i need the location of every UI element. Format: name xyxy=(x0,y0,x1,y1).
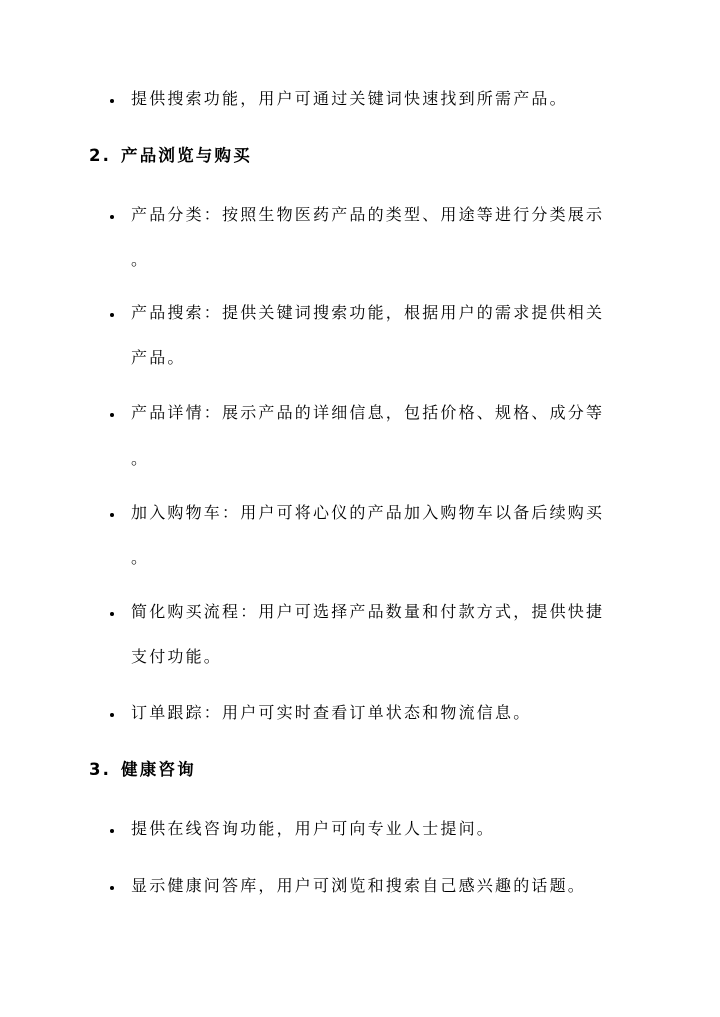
bullet-text: 产品详情：展示产品的详细信息，包括价格、规格、成分等 xyxy=(131,403,605,422)
bullet-text: 产品分类：按照生物医药产品的类型、用途等进行分类展示 xyxy=(131,205,605,224)
bullet-dot xyxy=(110,829,114,833)
bullet-text: 简化购买流程：用户可选择产品数量和付款方式，提供快捷 xyxy=(131,602,605,621)
bullet-text-continued: 支付功能。 xyxy=(131,647,223,666)
bullet-text-continued: 。 xyxy=(131,449,150,468)
bullet-dot xyxy=(110,513,114,517)
section-title: 健康咨询 xyxy=(121,760,196,779)
section-heading-3 xyxy=(89,760,196,780)
bullet-dot xyxy=(110,215,114,219)
bullet-dot xyxy=(110,313,114,317)
section-number: 3. xyxy=(89,760,112,779)
bullet-text-continued: 。 xyxy=(131,250,150,269)
bullet-text: 产品搜索：提供关键词搜索功能，根据用户的需求提供相关 xyxy=(131,303,605,322)
bullet-dot xyxy=(110,99,114,103)
bullet-text: 订单跟踪：用户可实时查看订单状态和物流信息。 xyxy=(131,703,532,722)
bullet-text: 提供搜索功能，用户可通过关键词快速找到所需产品。 xyxy=(131,89,568,108)
section-title: 产品浏览与购买 xyxy=(121,146,252,165)
bullet-dot xyxy=(110,612,114,616)
bullet-dot xyxy=(110,713,114,717)
bullet-dot xyxy=(110,886,114,890)
bullet-text: 加入购物车：用户可将心仪的产品加入购物车以备后续购买 xyxy=(131,503,605,522)
section-number: 2. xyxy=(89,146,112,165)
bullet-text-continued: 产品。 xyxy=(131,348,186,367)
bullet-text: 显示健康问答库，用户可浏览和搜索自己感兴趣的话题。 xyxy=(131,876,587,895)
bullet-text: 提供在线咨询功能，用户可向专业人士提问。 xyxy=(131,819,496,838)
bullet-dot xyxy=(110,413,114,417)
section-heading-2 xyxy=(89,146,252,166)
bullet-text-continued: 。 xyxy=(131,548,150,567)
